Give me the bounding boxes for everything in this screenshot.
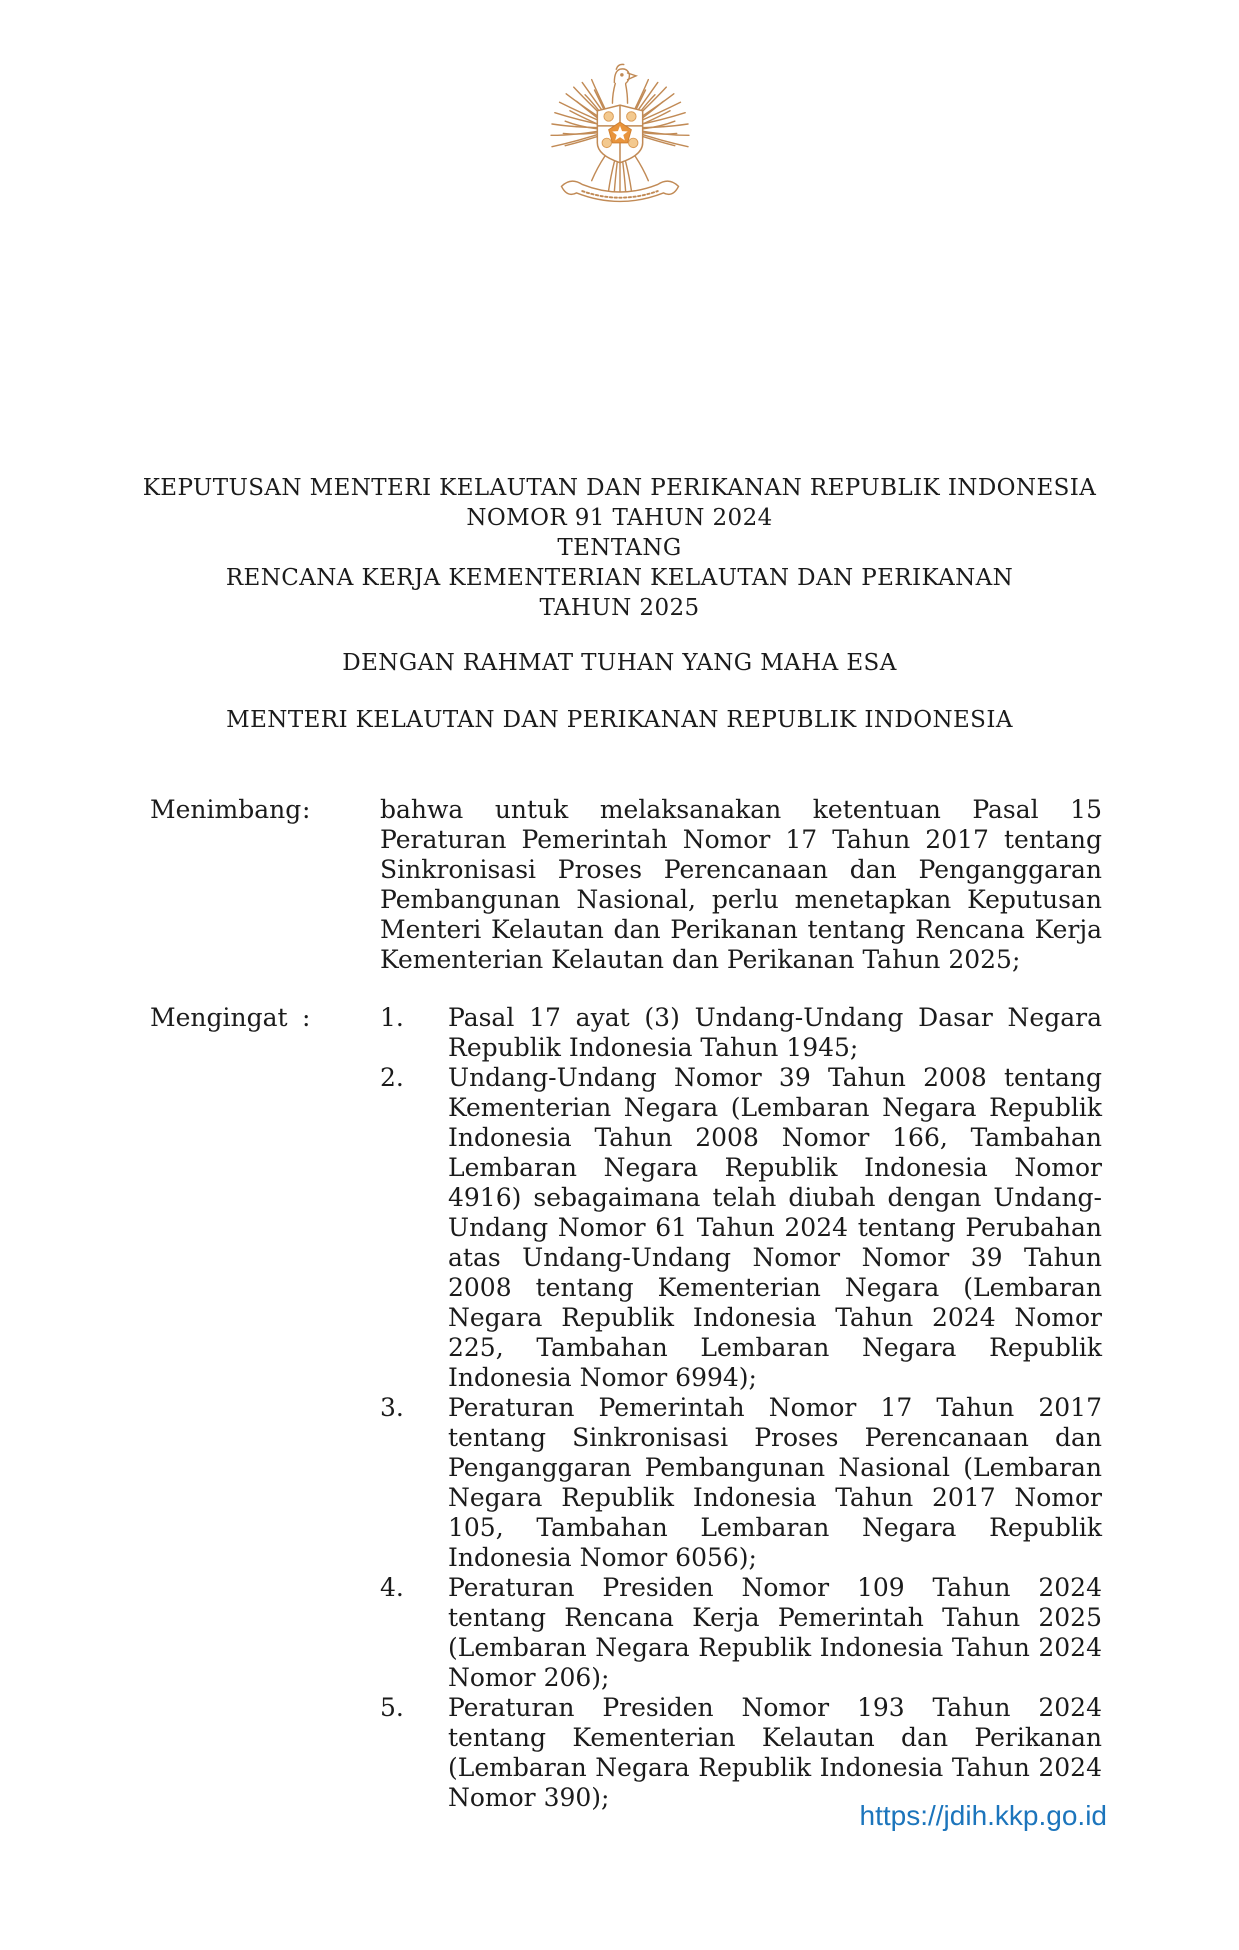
legal-basis-item-number: 5. — [380, 1693, 404, 1722]
mengingat-list — [380, 1003, 1102, 1813]
decree-year-line: TAHUN 2025 — [539, 595, 700, 621]
legal-basis-item-number: 3. — [380, 1393, 404, 1422]
decree-title — [0, 473, 1239, 623]
menimbang-colon: : — [302, 795, 311, 824]
menimbang-clause — [150, 795, 1102, 975]
legal-basis-item-text: Peraturan Presiden Nomor 193 Tahun 2024 tentang Kementerian Kelautan dan Perikanan (Lembaran Negara Republik Indonesia Tahun 2024 Nomor 390); — [448, 1693, 1102, 1812]
mengingat-label: Mengingat — [150, 1003, 288, 1032]
decree-subject-line: RENCANA KERJA KEMENTERIAN KELAUTAN DAN PERIKANAN — [225, 565, 1014, 591]
decree-number-line: NOMOR 91 TAHUN 2024 — [466, 505, 773, 531]
legal-basis-item-text: Pasal 17 ayat (3) Undang-Undang Dasar Negara Republik Indonesia Tahun 1945; — [448, 1003, 1102, 1062]
legal-basis-item — [380, 1003, 1102, 1063]
legal-basis-item-text: Undang-Undang Nomor 39 Tahun 2008 tentang Kementerian Negara (Lembaran Negara Republik Indonesia Tahun 2008 Nomor 166, Tambahan Lembaran Negara Republik Indonesia Nomor 4916) sebagaimana telah diubah dengan Undang-Undang Nomor 61 Tahun 2024 tentang Perubahan atas Undang-Undang Nomor Nomor 39 Tahun 2008 tentang Kementerian Negara (Lembaran Negara Republik Indonesia Tahun 2024 Nomor 225, Tambahan Lembaran Negara Republik Indonesia Nomor 6994); — [448, 1063, 1102, 1392]
legal-basis-item-number: 4. — [380, 1573, 404, 1602]
mengingat-clause — [150, 1003, 1102, 1813]
garuda-pancasila-emblem — [544, 56, 696, 226]
decree-title-line-1: KEPUTUSAN MENTERI KELAUTAN DAN PERIKANAN REPUBLIK INDONESIA — [142, 475, 1097, 501]
legal-basis-item-number: 2. — [380, 1063, 404, 1092]
jdih-footer-link[interactable]: https://jdih.kkp.go.id — [859, 1800, 1107, 1831]
legal-basis-item — [380, 1393, 1102, 1573]
menimbang-text: bahwa untuk melaksanakan ketentuan Pasal 15 Peraturan Pemerintah Nomor 17 Tahun 2017 tentang Sinkronisasi Proses Perencanaan dan Penganggaran Pembangunan Nasional, perlu menetapkan Keputusan Menteri Kelautan dan Perikanan tentang Rencana Kerja Kementerian Kelautan dan Perikanan Tahun 2025; — [380, 795, 1102, 974]
legal-basis-item-number: 1. — [380, 1003, 404, 1032]
garuda-icon — [544, 56, 696, 226]
mengingat-colon: : — [302, 1003, 311, 1032]
motto-line: DENGAN RAHMAT TUHAN YANG MAHA ESA — [342, 650, 897, 676]
legal-basis-item — [380, 1573, 1102, 1693]
legal-basis-item — [380, 1063, 1102, 1393]
legal-basis-item-text: Peraturan Presiden Nomor 109 Tahun 2024 tentang Rencana Kerja Pemerintah Tahun 2025 (Lembaran Negara Republik Indonesia Tahun 2024 Nomor 206); — [448, 1573, 1102, 1692]
tentang-line: TENTANG — [557, 535, 682, 561]
legal-basis-item-text: Peraturan Pemerintah Nomor 17 Tahun 2017 tentang Sinkronisasi Proses Perencanaan dan Penganggaran Pembangunan Nasional (Lembaran Negara Republik Indonesia Tahun 2017 Nomor 105, Tambahan Lembaran Negara Republik Indonesia Nomor 6056); — [448, 1393, 1102, 1572]
authority-line: MENTERI KELAUTAN DAN PERIKANAN REPUBLIK INDONESIA — [226, 707, 1013, 733]
menimbang-label: Menimbang — [150, 795, 302, 824]
legal-basis-item — [380, 1693, 1102, 1813]
